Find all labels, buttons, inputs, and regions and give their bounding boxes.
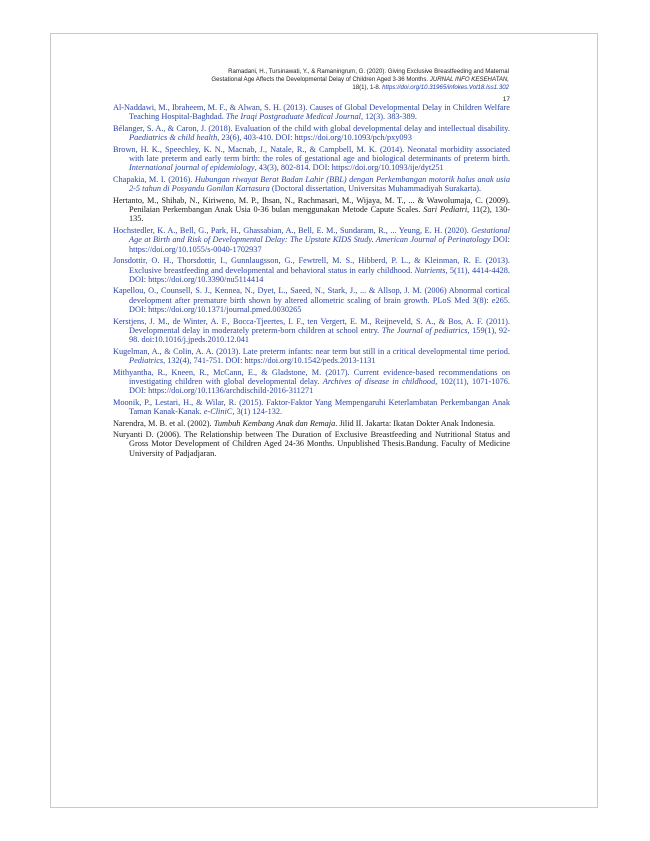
reference-text: Chapakia, M. I. (2016). [113, 174, 193, 184]
reference-citation-details: , 12(3). 383-389. [360, 112, 417, 122]
reference-text: Kapellou, O., Counsell, S. J., Kennea, N., Dyet, L., Saeed, N., Stark, J., ... & Allsop, J. M. (2006) Abnormal cortical development after premature birth shown by altered allometric scaling of brain growth. PLoS Med 3(8): e265. DOI: https://doi.org/10.1371/journal.pmed.0030265 [113, 286, 510, 315]
reference-text: Narendra, M. B. et al. (2002). [113, 418, 212, 428]
reference-entry[interactable] [113, 256, 510, 284]
reference-citation-details: , 102(11), 1071-1076. DOI: https://doi.org/10.1136/archdischild-2016-311271 [129, 376, 510, 396]
reference-entry[interactable] [113, 286, 510, 314]
reference-entry[interactable] [113, 226, 510, 254]
reference-entry [113, 196, 510, 224]
reference-entry[interactable] [113, 124, 510, 143]
running-head-title-line [90, 76, 509, 84]
reference-entry [113, 430, 510, 458]
reference-entry[interactable] [113, 145, 510, 173]
running-head-authors: Ramadani, H., Tursinawati, Y., & Ramaningrum, G. (2020). Giving Exclusive Breastfeeding and Maternal [228, 68, 509, 75]
reference-text: Nuryanti D. (2006). The Relationship between The Duration of Exclusive Breastfeeding and Nutritional Status and Gross Motor Development of Children Aged 24-36 Months. Unpublished Thesis.Bandung. Faculty of Medicine University of Padjadjaran. [113, 430, 510, 458]
reference-source-title: Archives of disease in childhood [322, 376, 436, 386]
reference-citation-details: , 23(6), 403-410. DOI: https://doi.org/10.1093/pch/pxy093 [217, 133, 412, 143]
running-head-doi-link[interactable]: https://doi.org/10.31965/infokes.Vol18.Iss1.302 [382, 84, 509, 91]
reference-source-title: e-CliniC [203, 407, 233, 417]
running-head-volume-line [90, 84, 509, 92]
reference-source-title: The Journal of pediatrics [381, 325, 468, 335]
reference-text: Moonik, P., Lestari, H., & Wilar, R. (2015). Faktor-Faktor Yang Mempengaruhi Keterlambatan Perkembangan Anak Taman Kanak-Kanak. [113, 397, 510, 417]
reference-source-title: The Iraqi Postgraduate Medical Journal [225, 112, 361, 122]
reference-citation-details: , 132(4), 741-751. DOI: https://doi.org/10.1542/peds.2013-1131 [163, 356, 376, 366]
reference-citation-details: (Doctoral dissertation, Universitas Muhammadiyah Surakarta). [269, 184, 482, 194]
reference-text: Mithyantha, R., Kneen, R., McCann, E., & Gladstone, M. (2017). Current evidence-based recommendations on investigating children with global developmental delay. [113, 367, 510, 386]
reference-entry[interactable] [113, 317, 510, 345]
reference-entry[interactable] [113, 175, 510, 194]
running-head-title: Gestational Age Affects the Developmental Delay of Children Aged 3-36 Months. [211, 76, 429, 83]
reference-citation-details: , 3(1) 124-132. [232, 407, 283, 417]
reference-entry[interactable] [113, 103, 510, 122]
reference-citation-details: , 5(11), 4414-4428. DOI: https://doi.org/10.3390/nu5114414 [129, 265, 510, 284]
reference-citation-details: , 43(3), 802-814. DOI: https://doi.org/10.1093/ije/dyt251 [254, 163, 444, 173]
reference-entry[interactable] [113, 368, 510, 396]
reference-text: Kugelman, A., & Colin, A. A. (2013). Late preterm infants: near term but still in a critical developmental time period. [113, 346, 510, 356]
reference-source-title: International journal of epidemiology [129, 163, 255, 173]
reference-entry[interactable] [113, 398, 510, 417]
reference-text: Hertanto, M., Shihab, N., Kiriweno, M. P., Ihsan, N., Rachmasari, M., Wijaya, M. T., ... & Wawolumaja, C. (2009). Penilaian Perkembangan Anak Usia 0-36 bulan menggunakan Metode Capute Scales. [113, 195, 510, 215]
reference-source-title: Hubungan riwayat Berat Badan Lahir (BBL) dengan Perkembangan motorik halus anak usia 2-5 tahun di Posyandu Gonilan Kartasura [129, 174, 510, 194]
reference-source-title: Gestational Age at Birth and Risk of Developmental Delay: The Upstate KIDS Study. American Journal of Perinatology [129, 225, 510, 245]
reference-text: Brown, H. K., Speechley, K. N., Macnab, J., Natale, R., & Campbell, M. K. (2014). Neonatal morbidity associated with late preterm and early term birth: the roles of gestational age and biological determinants of preterm birth. [113, 144, 510, 164]
page-number: 17 [502, 96, 510, 103]
reference-citation-details: , 11(2), 130-135. [129, 205, 510, 224]
reference-source-title: Tumbuh Kembang Anak dan Remaja [213, 418, 336, 428]
running-head [90, 68, 509, 92]
running-head-journal: JURNAL INFO KESEHATAN, [429, 76, 509, 83]
reference-text: Jonsdottir, O. H., Thorsdottir, I., Gunnlaugsson, G., Fewtrell, M. S., Hibberd, P. L., & Kleinman, R. E. (2013). Exclusive breastfeeding and developmental and behavioral status in early childhood. [113, 256, 510, 275]
reference-list [113, 103, 510, 460]
reference-text: Bélanger, S. A., & Caron, J. (2018). Evaluation of the child with global developmental delay and intellectual disability. [113, 123, 510, 133]
running-head-volume: 18(1), 1-8. [352, 84, 381, 91]
reference-text: Kerstjens, J. M., de Winter, A. F., Bocca-Tjeertes, I. F., ten Vergert, E. M., Reijneveld, S. A., & Bos, A. F. (2011). Developmental delay in moderately preterm-born children at school entry. [113, 316, 510, 335]
reference-source-title: Paediatrics & child health [129, 133, 218, 143]
reference-source-title: Pediatrics [129, 356, 164, 366]
reference-text: Hochstedler, K. A., Bell, G., Park, H., Ghassabian, A., Bell, E. M., Sundaram, R., ... Yeung, E. H. (2020). [113, 225, 469, 235]
reference-entry [113, 419, 510, 428]
reference-source-title: Nutrients [414, 265, 446, 275]
reference-text: Al-Naddawi, M., Ibraheem, M. F., & Alwan, S. H. (2013). Causes of Global Developmental Delay in Children Welfare Teaching Hospital-Baghdad. [113, 103, 510, 122]
reference-citation-details: , 159(1), 92-98. doi:10.1016/j.jpeds.2010.12.041 [129, 325, 510, 345]
reference-citation-details: DOI: https://doi.org/10.1055/s-0040-1702937 [129, 235, 510, 254]
reference-citation-details: . Jilid II. Jakarta: Ikatan Dokter Anak Indonesia. [335, 418, 496, 428]
reference-entry[interactable] [113, 347, 510, 366]
reference-source-title: Sari Pediatri [423, 205, 468, 215]
